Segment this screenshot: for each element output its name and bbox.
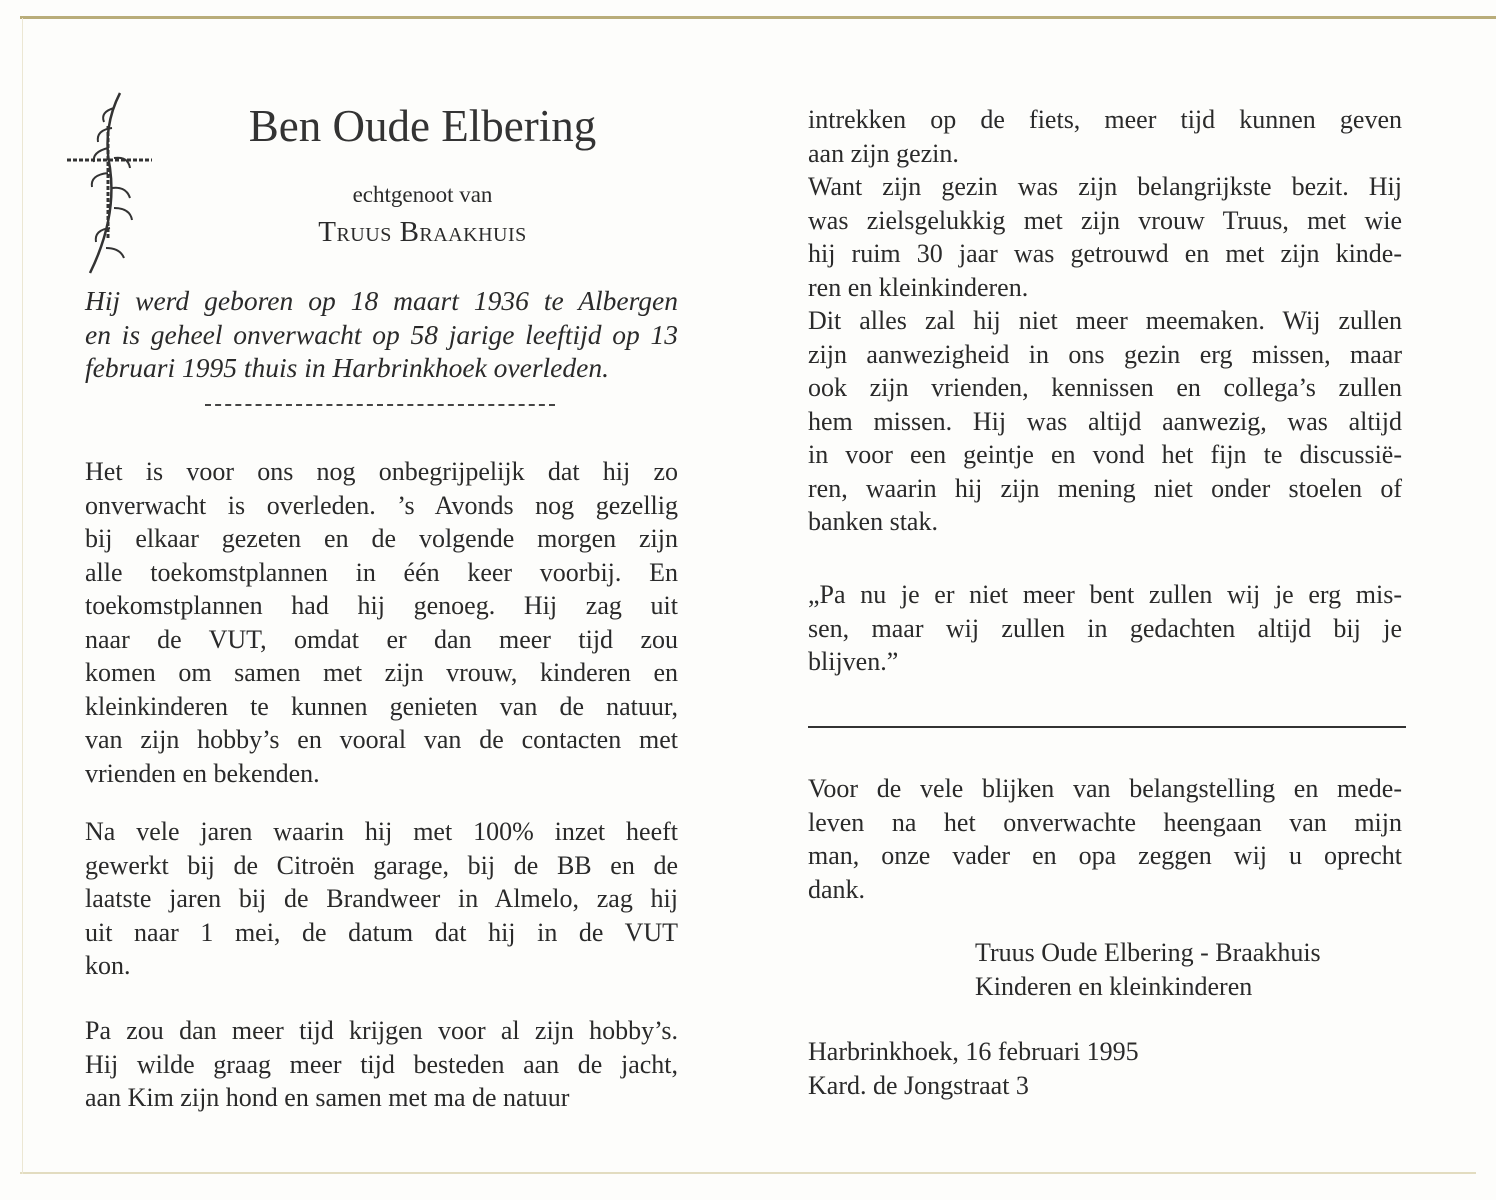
thanks-paragraph — [808, 772, 1402, 906]
text-line: Na vele jaren waarin hij met 100% inzet heeft — [85, 817, 678, 846]
scan-edge-left — [22, 18, 23, 1174]
right-paragraph-quote — [808, 578, 1402, 679]
text-line: toekomstplannen had hij genoeg. Hij zag uit — [85, 591, 678, 620]
text-line: ook zijn vrienden, kennissen en collega’s zullen — [808, 373, 1402, 402]
text-line: gewerkt bij de Citroën garage, bij de BB en de — [85, 850, 678, 880]
text-line: ren en kleinkinderen. — [808, 272, 1029, 302]
text-line: intrekken op de fiets, meer tijd kunnen geven — [808, 105, 1402, 134]
right-paragraph-1 — [808, 103, 1402, 539]
text-line: naar de VUT, omdat er dan meer tijd zou — [85, 624, 678, 654]
deceased-name-heading: Ben Oude Elbering — [248, 101, 597, 151]
text-line: man, onze vader en opa zeggen wij u oprecht — [808, 841, 1402, 870]
text-line: was zielsgelukkig met zijn vrouw Truus, met wie — [808, 205, 1402, 235]
place-date: Harbrinkhoek, 16 februari 1995 — [808, 1037, 1139, 1066]
place-date-address — [808, 1035, 1139, 1102]
text-line: Dit alles zal hij niet meer meemaken. Wij zullen — [808, 306, 1402, 335]
text-line: Hij wilde graag meer tijd besteden aan de jacht, — [85, 1049, 678, 1079]
signature-block — [975, 936, 1321, 1003]
text-line: aan Kim zijn hond en samen met ma de natuur — [85, 1083, 570, 1112]
text-line: Voor de vele blijken van belangstelling en mede- — [808, 774, 1402, 803]
text-line: uit naar 1 mei, de datum dat hij in de VUT — [85, 917, 678, 947]
scan-edge-bottom — [20, 1172, 1476, 1174]
dashed-divider — [205, 404, 555, 406]
text-line: hem missen. Hij was altijd aanwezig, was altijd — [808, 406, 1402, 436]
text-line: blijven.” — [808, 647, 899, 676]
left-paragraph-2 — [85, 815, 678, 983]
text-line: onverwacht is overleden. ’s Avonds nog gezellig — [85, 490, 678, 520]
intro-line: en is geheel onverwacht op 58 jarige leeftijd op 13 — [85, 318, 678, 350]
text-line: hij ruim 30 jaar was getrouwd en met zijn kinde- — [808, 239, 1402, 268]
text-line: aan zijn gezin. — [808, 138, 959, 168]
text-line: Pa zou dan meer tijd krijgen voor al zijn hobby’s. — [85, 1016, 678, 1045]
intro-line: Hij werd geboren op 18 maart 1936 te Albergen — [85, 285, 678, 316]
text-line: sen, maar wij zullen in gedachten altijd bij je — [808, 613, 1402, 643]
text-line: kleinkinderen te kunnen genieten van de natuur, — [85, 691, 678, 721]
text-line: bij elkaar gezeten en de volgende morgen zijn — [85, 524, 678, 553]
scan-edge-top — [20, 16, 1496, 19]
horizontal-rule — [808, 726, 1406, 728]
birth-death-intro — [85, 284, 678, 385]
left-paragraph-1 — [85, 455, 678, 790]
text-line: leven na het onverwachte heengaan van mijn — [808, 807, 1402, 837]
text-line: „Pa nu je er niet meer bent zullen wij je erg mis- — [808, 580, 1402, 609]
text-line: ren, waarin hij zijn mening niet onder stoelen of — [808, 473, 1402, 503]
text-line: in voor een geintje en vond het fijn te discussië- — [808, 440, 1402, 469]
text-line: Het is voor ons nog onbegrijpelijk dat hij zo — [85, 457, 678, 486]
street-address: Kard. de Jongstraat 3 — [808, 1070, 1029, 1100]
text-line: banken stak. — [808, 507, 938, 536]
text-line: Want zijn gezin was zijn belangrijkste bezit. Hij — [808, 172, 1402, 201]
signature-line: Kinderen en kleinkinderen — [975, 971, 1253, 1001]
cross-with-palm-branch-icon — [62, 88, 157, 278]
spouse-name: Truus Braakhuis — [318, 216, 527, 248]
text-line: van zijn hobby’s en vooral van de contacten met — [85, 725, 678, 754]
text-line: dank. — [808, 874, 866, 904]
intro-line: februari 1995 thuis in Harbrinkhoek overleden. — [85, 352, 609, 383]
text-line: laatste jaren bij de Brandweer in Almelo, zag hij — [85, 884, 678, 913]
signature-line: Truus Oude Elbering - Braakhuis — [975, 938, 1321, 967]
text-line: zijn aanwezigheid in ons gezin erg missen, maar — [808, 339, 1402, 369]
relation-label: echtgenoot van — [352, 182, 493, 207]
left-paragraph-3 — [85, 1014, 678, 1115]
text-line: vrienden en bekenden. — [85, 758, 320, 788]
text-line: komen om samen met zijn vrouw, kinderen en — [85, 658, 678, 687]
text-line: alle toekomstplannen in één keer voorbij. En — [85, 557, 678, 587]
text-line: kon. — [85, 951, 131, 980]
